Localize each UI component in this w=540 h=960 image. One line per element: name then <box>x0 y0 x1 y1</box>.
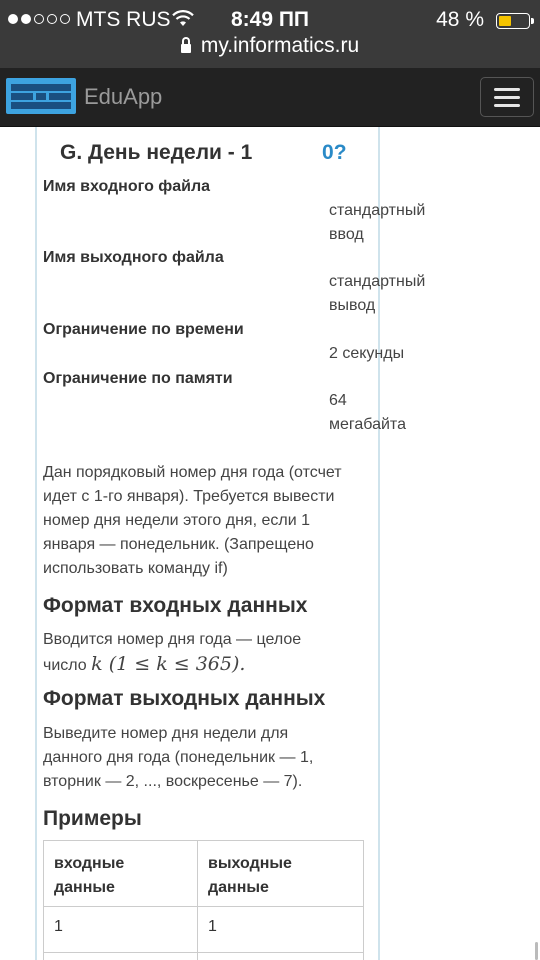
problem-title: G. День недели - 1 <box>60 141 253 164</box>
output-format-heading: Формат выходных данных <box>43 687 326 710</box>
limit-label: Имя входного файла <box>43 178 211 195</box>
scrollbar[interactable] <box>535 942 538 960</box>
limit-value: стандартный вывод <box>329 273 426 314</box>
limit-value: стандартный ввод <box>329 202 426 243</box>
limit-label: Ограничение по времени <box>43 321 244 338</box>
table-cell <box>198 953 364 960</box>
hamburger-menu-button[interactable] <box>480 77 534 117</box>
limit-label: Имя выходного файла <box>43 249 224 266</box>
battery-level-fill <box>499 16 511 26</box>
lock-icon <box>181 44 191 53</box>
limit-value: 2 секунды <box>329 345 405 362</box>
table-row <box>44 907 364 953</box>
input-format-heading: Формат входных данных <box>43 594 308 617</box>
examples-table <box>43 840 364 960</box>
keyboard-logo-icon[interactable] <box>6 78 76 114</box>
battery-percent: 48 % <box>436 8 484 31</box>
clock: 8:49 ПП <box>230 8 310 31</box>
table-row <box>44 953 364 960</box>
column-divider <box>378 127 380 960</box>
app-header <box>0 68 540 127</box>
output-format-text: Выведите номер дня недели для данного дня года (понедельник — 1, вторник — 2, ..., воскресенье — 7). <box>43 725 314 790</box>
battery-icon <box>496 13 530 29</box>
address-bar[interactable] <box>0 34 540 58</box>
brand-name[interactable]: EduApp <box>84 84 163 109</box>
table-header-cell: выходные данные <box>198 841 364 907</box>
problem-statement: Дан порядковый номер дня года (отсчет идет с 1-го января). Требуется вывести номер дня недели этого дня, если 1 января — понедельник. (Запрещено использовать команду if) <box>43 464 342 577</box>
carrier-name: MTS RUS <box>76 8 171 31</box>
limit-label: Ограничение по памяти <box>43 370 233 387</box>
input-format-text: Вводится номер дня года — целое число k (1 ≤ k ≤ 365). <box>43 631 302 675</box>
table-header-row <box>44 841 364 907</box>
table-cell <box>44 953 198 960</box>
column-divider <box>35 127 37 960</box>
table-cell[interactable]: 1 <box>198 907 364 953</box>
problem-content <box>0 127 540 960</box>
ios-status-bar <box>0 0 540 68</box>
problem-score[interactable]: 0? <box>322 141 347 164</box>
math-formula: k (1 ≤ k ≤ 365). <box>91 653 246 675</box>
table-cell[interactable]: 1 <box>44 907 198 953</box>
limit-value: 64 мегабайта <box>329 392 406 433</box>
url-text: my.informatics.ru <box>200 34 360 57</box>
examples-heading: Примеры <box>43 807 142 830</box>
table-header-cell: входные данные <box>44 841 198 907</box>
